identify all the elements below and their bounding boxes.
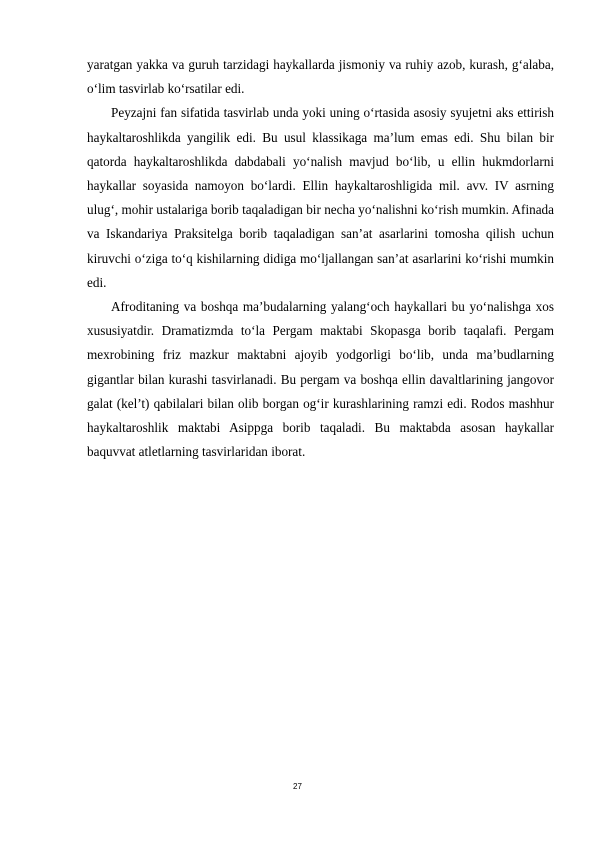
paragraph-2: Peyzajni fan sifatida tasvirlab unda yoki uning o‘rtasida asosiy syujetni aks ettirish haykaltaroshlikda yangilik edi. Bu usul klassikaga ma’lum emas edi. Shu bilan bir qatorda haykaltaroshlikda dabdabali yo‘nalish mavjud bo‘lib, u ellin hukmdorlarni haykallar soyasida namoyon bo‘lardi. Ellin haykaltaroshligida mil. avv. IV asrning ulug‘, mohir ustalariga borib taqaladigan bir necha yo‘nalishni ko‘rish mumkin. Afinada va Iskandariya Praksitelga borib taqaladigan san’at asarlarini tomosha qilish uchun kiruvchi o‘ziga to‘q kishilarning didiga mo‘ljallangan san’at asarlarini ko‘rishi mumkin edi.	[87, 105, 554, 290]
body-text	[87, 53, 554, 464]
page-number: 27	[293, 782, 302, 791]
paragraph-3: Afroditaning va boshqa ma’budalarning yalang‘och haykallari bu yo‘nalishga xos xususiyatdir. Dramatizmda to‘la Pergam maktabi Skopasga borib taqalafi. Pergam mexrobining friz mazkur maktabni ajoyib yodgorligi bo‘lib, unda ma’budlarning gigantlar bilan kurashi tasvirlanadi. Bu pergam va boshqa ellin davaltlarining jangovor galat (kel’t) qabilalari bilan olib borgan og‘ir kurashlarining ramzi edi. Rodos mashhur haykaltaroshlik maktabi Asippga borib taqaladi. Bu maktabda asosan haykallar baquvvat atletlarning tasvirlaridan iborat.	[87, 299, 554, 460]
paragraph-1: yaratgan yakka va guruh tarzidagi haykallarda jismoniy va ruhiy azob, kurash, g‘alaba, o‘lim tasvirlab ko‘rsatilar edi.	[87, 57, 554, 97]
